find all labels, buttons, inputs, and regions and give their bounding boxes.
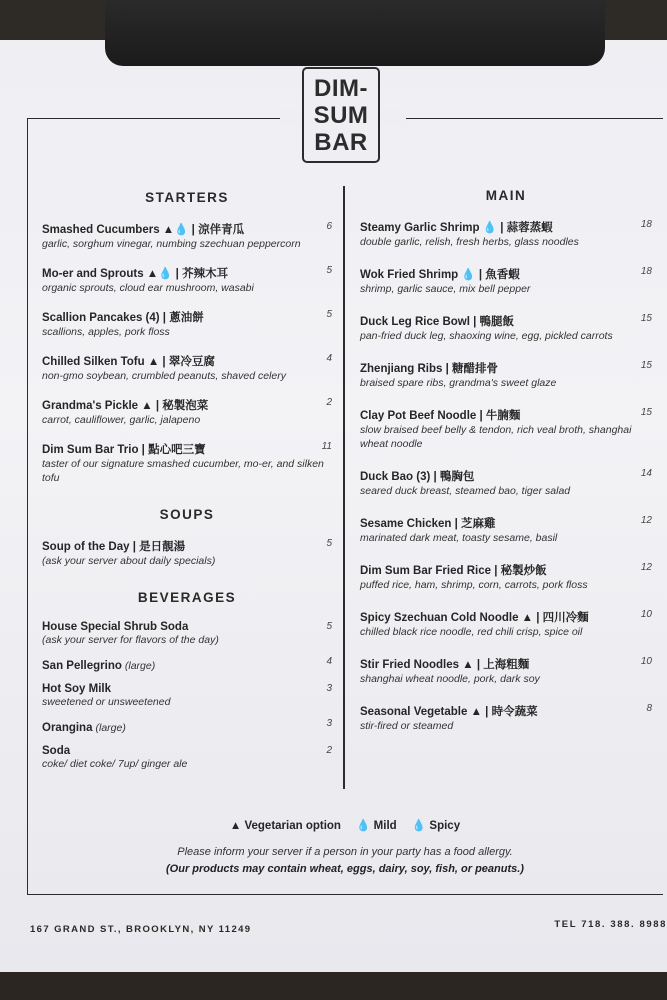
- symbol-legend: [27, 818, 663, 832]
- menu-item: [360, 266, 652, 296]
- section-title-main: MAIN: [485, 188, 527, 203]
- menu-item: [42, 441, 332, 485]
- menu-item-name: House Special Shrub Soda: [42, 621, 189, 633]
- menu-item-name: Dim Sum Bar Trio | 點心吧三寶: [42, 444, 206, 456]
- menu-item-price: 2: [326, 745, 332, 756]
- menu-item: [360, 468, 652, 498]
- menu-item-name: Chilled Silken Tofu ▲ | 翠冷豆腐: [42, 356, 215, 368]
- starters-list: [42, 221, 332, 485]
- right-column: [360, 188, 652, 750]
- dim-sum-bar-logo: DIM- SUM BAR: [302, 67, 380, 163]
- menu-item: [42, 656, 332, 674]
- menu-item-name: Hot Soy Milk: [42, 683, 112, 695]
- menu-item-price: 8: [646, 703, 652, 714]
- menu-item-price: 5: [326, 265, 332, 276]
- legend-vegetarian: ▲ Vegetarian option: [229, 820, 341, 832]
- soups-list: [42, 538, 332, 568]
- menu-item-size: (large): [95, 722, 126, 734]
- menu-item-description: marinated dark meat, toasty sesame, basil: [360, 532, 558, 544]
- legend-mild: 💧 Mild: [356, 820, 397, 832]
- allergy-notice: Please inform your server if a person in your party has a food allergy.: [177, 846, 513, 858]
- menu-item-price: 12: [640, 562, 652, 573]
- beverages-list: [42, 621, 332, 771]
- menu-item: [360, 407, 652, 451]
- menu-item: [360, 313, 652, 343]
- menu-item-description: shrimp, garlic sauce, mix bell pepper: [360, 283, 531, 295]
- menu-item-name: Stir Fried Noodles ▲ | 上海粗麵: [360, 659, 530, 671]
- menu-item-price: 14: [640, 468, 652, 479]
- menu-item-price: 3: [326, 683, 332, 694]
- menu-item-price: 4: [326, 656, 332, 667]
- table-surface: [0, 972, 667, 1000]
- menu-item: [360, 219, 652, 249]
- left-column: [42, 190, 332, 780]
- menu-item-price: 5: [326, 538, 332, 549]
- menu-item-description: shanghai wheat noodle, pork, dark soy: [360, 673, 540, 685]
- menu-item-price: 3: [326, 718, 332, 729]
- menu-item-description: double garlic, relish, fresh herbs, glass noodles: [360, 236, 579, 248]
- menu-item-name: Wok Fried Shrimp 💧 | 魚香蝦: [360, 269, 520, 281]
- menu-item-description: taster of our signature smashed cucumber, mo-er, and silken tofu: [42, 458, 324, 484]
- menu-item-description: slow braised beef belly & tendon, rich veal broth, shanghai wheat noodle: [360, 424, 632, 450]
- restaurant-phone: TEL 718. 388. 8988: [554, 919, 667, 930]
- menu-item: [42, 265, 332, 295]
- menu-item-description: coke/ diet coke/ 7up/ ginger ale: [42, 758, 188, 770]
- section-title-soups: SOUPS: [159, 507, 215, 522]
- menu-item: [360, 609, 652, 639]
- menu-item: [360, 515, 652, 545]
- menu-item: [360, 562, 652, 592]
- restaurant-address: 167 GRAND ST., BROOKLYN, NY 11249: [30, 924, 252, 935]
- menu-item-price: 2: [326, 397, 332, 408]
- section-title-beverages: BEVERAGES: [137, 590, 237, 605]
- menu-item-description: sweetened or unsweetened: [42, 696, 171, 708]
- menu-item-description: non-gmo soybean, crumbled peanuts, shaved celery: [42, 370, 286, 382]
- menu-item: [42, 538, 332, 568]
- menu-item-name: Soda: [42, 745, 71, 757]
- menu-item: [42, 221, 332, 251]
- menu-item-description: carrot, cauliflower, garlic, jalapeno: [42, 414, 201, 426]
- menu-item-price: 12: [640, 515, 652, 526]
- menu-item-name: Clay Pot Beef Noodle | 牛腩麵: [360, 410, 521, 422]
- menu-item: [42, 397, 332, 427]
- menu-item: [360, 656, 652, 686]
- menu-item-price: 10: [640, 656, 652, 667]
- menu-item-price: 18: [640, 219, 652, 230]
- menu-item-price: 6: [326, 221, 332, 232]
- legend-spicy: 💧 Spicy: [411, 820, 461, 832]
- menu-item-price: 5: [326, 621, 332, 632]
- menu-item-description: seared duck breast, steamed bao, tiger salad: [360, 485, 571, 497]
- menu-item: [42, 353, 332, 383]
- menu-item-price: 4: [326, 353, 332, 364]
- menu-item-name: Mo-er and Sprouts ▲💧 | 芥辣木耳: [42, 268, 229, 280]
- menu-item-name: San Pellegrino: [42, 660, 122, 672]
- section-title-starters: STARTERS: [145, 190, 229, 205]
- menu-item-price: 11: [321, 441, 332, 452]
- menu-item: [42, 621, 332, 647]
- menu-item-name: Duck Bao (3) | 鴨胸包: [360, 471, 475, 483]
- menu-item: [42, 745, 332, 771]
- menu-item-price: 5: [326, 309, 332, 320]
- menu-item-price: 15: [640, 313, 652, 324]
- menu-item-description: (ask your server about daily specials): [42, 555, 216, 567]
- menu-item-description: stir-fired or steamed: [360, 720, 454, 732]
- menu-item-name: Scallion Pancakes (4) | 蔥油餅: [42, 312, 204, 324]
- menu-item-name: Steamy Garlic Shrimp 💧 | 蒜蓉蒸蝦: [360, 222, 553, 234]
- menu-item-description: chilled black rice noodle, red chili crisp, spice oil: [360, 626, 583, 638]
- menu-item-price: 15: [640, 360, 652, 371]
- menu-item-name: Sesame Chicken | 芝麻雞: [360, 518, 496, 530]
- menu-item-name: Duck Leg Rice Bowl | 鴨腿飯: [360, 316, 515, 328]
- menu-item-size: (large): [124, 660, 156, 672]
- menu-item: [360, 703, 652, 733]
- menu-item-name: Seasonal Vegetable ▲ | 時令蔬菜: [360, 706, 538, 718]
- clipboard-clip: [105, 0, 605, 66]
- menu-item: [360, 360, 652, 390]
- menu-item: [42, 718, 332, 736]
- main-list: [360, 219, 652, 733]
- column-divider: [343, 186, 345, 789]
- menu-item-name: Zhenjiang Ribs | 糖醋排骨: [360, 363, 499, 375]
- menu-item-price: 15: [640, 407, 652, 418]
- menu-item-price: 18: [640, 266, 652, 277]
- menu-item: [42, 683, 332, 709]
- menu-item-description: braised spare ribs, grandma's sweet glaze: [360, 377, 557, 389]
- allergen-disclaimer: (Our products may contain wheat, eggs, dairy, soy, fish, or peanuts.): [166, 863, 524, 875]
- menu-item: [42, 309, 332, 339]
- menu-item-name: Smashed Cucumbers ▲💧 | 涼伴青瓜: [42, 224, 245, 236]
- menu-item-description: pan-fried duck leg, shaoxing wine, egg, pickled carrots: [360, 330, 613, 342]
- menu-item-name: Grandma's Pickle ▲ | 秘製泡菜: [42, 400, 209, 412]
- menu-item-name: Dim Sum Bar Fried Rice | 秘製炒飯: [360, 565, 547, 577]
- menu-item-name: Soup of the Day | 是日靚湯: [42, 541, 186, 553]
- menu-item-price: 10: [640, 609, 652, 620]
- menu-item-description: organic sprouts, cloud ear mushroom, wasabi: [42, 282, 254, 294]
- menu-item-description: garlic, sorghum vinegar, numbing szechuan peppercorn: [42, 238, 301, 250]
- menu-item-description: puffed rice, ham, shrimp, corn, carrots, pork floss: [360, 579, 588, 591]
- menu-item-description: (ask your server for flavors of the day): [42, 634, 219, 646]
- menu-item-description: scallions, apples, pork floss: [42, 326, 170, 338]
- menu-item-name: Orangina: [42, 722, 93, 734]
- menu-item-name: Spicy Szechuan Cold Noodle ▲ | 四川冷麵: [360, 612, 589, 624]
